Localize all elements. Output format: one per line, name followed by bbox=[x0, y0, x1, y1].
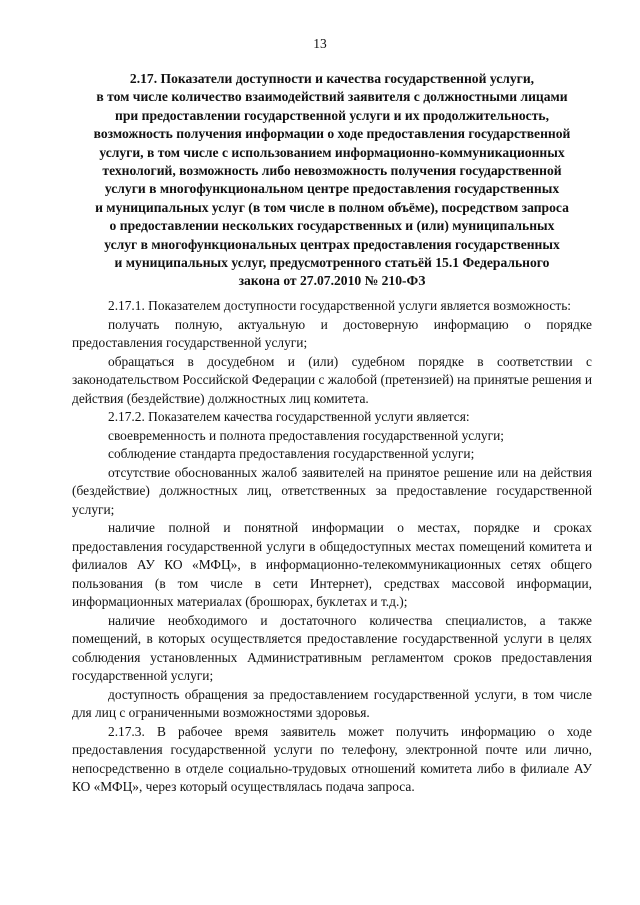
paragraph-2-17-2: 2.17.2. Показателем качества государственной услуги является: bbox=[108, 409, 470, 424]
page-number: 13 bbox=[313, 36, 327, 51]
heading-line: при предоставлении государственной услуги и их продолжительность, bbox=[115, 107, 549, 123]
paragraph-2-17-3: 2.17.3. В рабочее время заявитель может получить информацию о ходе предоставления государственной услуги по телефону, электронной почте или лично, непосредственно в отделе социально-трудовых отношений комитета либо в филиале АУ КО «МФЦ», через который осуществлялась подача запроса. bbox=[72, 723, 592, 794]
heading-line: и муниципальных услуг (в том числе в полном объёме), посредством запроса bbox=[95, 199, 569, 215]
paragraph-item: доступность обращения за предоставлением государственной услуги, в том числе для лиц с ограниченными возможностями здоровья. bbox=[72, 686, 592, 720]
heading-line: закона от 27.07.2010 № 210-ФЗ bbox=[238, 273, 426, 289]
heading-line: технологий, возможность либо невозможность получения государственной bbox=[102, 163, 562, 179]
heading-line: возможность получения информации о ходе предоставления государственной bbox=[93, 126, 571, 142]
paragraph-item: своевременность и полнота предоставления государственной услуги; bbox=[108, 427, 504, 443]
heading-line: услуги, в том числе с использованием информационно-коммуникационных bbox=[99, 144, 565, 160]
heading-line: о предоставлении нескольких государственных и (или) муниципальных bbox=[109, 218, 555, 234]
paragraph-item: обращаться в досудебном и (или) судебном порядке в соответствии с законодательством Российской Федерации с жалобой (претензией) на принятые решения и действия (бездействие) должностных лиц комитета. bbox=[72, 353, 592, 406]
heading-line: и муниципальных услуг, предусмотренного статьёй 15.1 Федерального bbox=[114, 255, 550, 271]
heading-line: услуги в многофункциональном центре предоставления государственных bbox=[104, 181, 560, 197]
paragraph-item: наличие необходимого и достаточного количества специалистов, а также помещений, в которых осуществляется предоставление государственной услуги в целях соблюдения установленных Административным регламентом сроков предоставления государственной услуги; bbox=[72, 612, 592, 683]
paragraph-item: получать полную, актуальную и достоверную информацию о порядке предоставления государственной услуги; bbox=[72, 316, 592, 350]
paragraph-2-17-1: 2.17.1. Показателем доступности государственной услуги является возможность: bbox=[108, 298, 572, 313]
paragraph-item: соблюдение стандарта предоставления государственной услуги; bbox=[108, 446, 475, 461]
section-heading bbox=[72, 70, 592, 291]
paragraph-item: наличие полной и понятной информации о местах, порядке и сроках предоставления государственной услуги в общедоступных местах помещений комитета и филиалов АУ КО «МФЦ», в информационно-телекоммуникационных сетях общего пользования (в том числе в сети Интернет), средствах массовой информации, информационных материалах (брошюрах, буклетах и т.д.); bbox=[72, 520, 592, 609]
heading-line: услуг в многофункциональных центрах предоставления государственных bbox=[104, 236, 560, 252]
paragraph-item: отсутствие обоснованных жалоб заявителей на принятое решение или на действия (бездействие) должностных лиц, ответственных за предоставление государственной услуги; bbox=[72, 464, 592, 517]
body-text bbox=[72, 297, 592, 797]
heading-line: в том числе количество взаимодействий заявителя с должностными лицами bbox=[96, 89, 568, 105]
heading-line: 2.17. Показатели доступности и качества государственной услуги, bbox=[129, 71, 535, 86]
